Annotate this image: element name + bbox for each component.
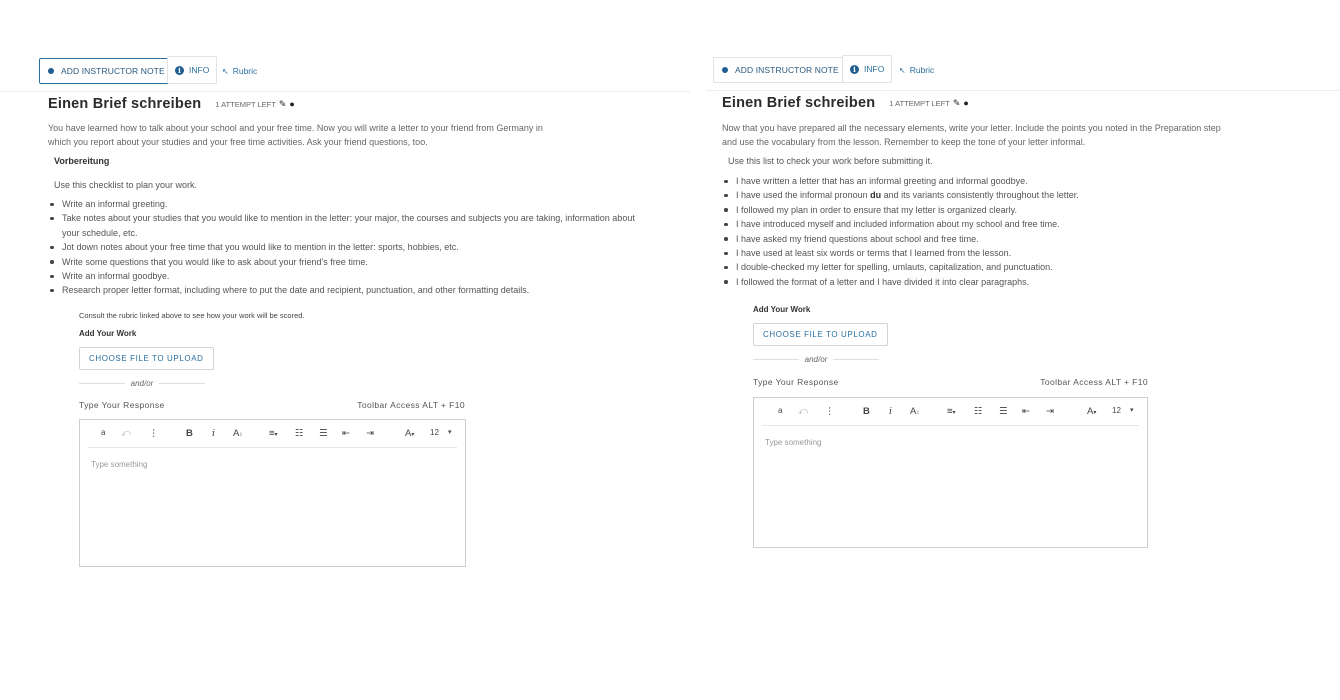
left-action-bar [0, 58, 690, 92]
info-label: INFO [189, 65, 210, 75]
response-label: Type Your Response [753, 377, 839, 387]
list-item-text: Take notes about your studies that you would like to mention in the letter: your major, the courses and subjects you are taking, information about [62, 213, 635, 224]
title-row [48, 96, 295, 112]
spellcheck-icon[interactable]: a [101, 428, 106, 437]
checklist-intro: Use this checklist to plan your work. [54, 180, 198, 190]
list-item [722, 188, 1322, 202]
font-color-icon[interactable]: A▾ [405, 428, 415, 439]
numbered-list-icon[interactable]: ☷ [974, 406, 983, 417]
list-item: I have introduced myself and included information about my school and free time. [722, 217, 1322, 231]
list-item: I double-checked my letter for spelling, umlauts, capitalization, and punctuation. [722, 260, 1322, 274]
info-button[interactable] [167, 56, 217, 84]
toolbar-hint: Toolbar Access ALT + F10 [1040, 377, 1148, 387]
rich-text-editor[interactable] [79, 419, 466, 567]
font-color-icon[interactable]: A▾ [1087, 406, 1097, 417]
page-title: Einen Brief schreiben [48, 96, 202, 112]
pencil-icon[interactable]: ✎ [952, 97, 961, 108]
description [722, 121, 1322, 149]
response-label: Type Your Response [79, 400, 165, 410]
add-instructor-note-label: ADD INSTRUCTOR NOTE [61, 66, 165, 76]
description-line: and use the vocabulary from the lesson. Remember to keep the tone of your letter informal. [722, 137, 1086, 147]
and-or-divider [753, 353, 879, 365]
list-item: Write an informal greeting. [48, 197, 688, 211]
apple-icon: ● [963, 98, 969, 108]
list-item: I have written a letter that has an informal greeting and informal goodbye. [722, 174, 1322, 188]
and-or-label: and/or [804, 354, 828, 364]
italic-icon[interactable]: i [889, 406, 893, 417]
rubric-link[interactable] [222, 58, 257, 84]
text-style-icon[interactable]: A↕ [910, 406, 920, 417]
list-item: Write an informal goodbye. [48, 269, 688, 283]
choose-file-button[interactable]: CHOOSE FILE TO UPLOAD [753, 323, 888, 346]
add-your-work-label: Add Your Work [79, 329, 137, 338]
list-item-text: I have used the informal pronoun [736, 190, 871, 201]
editor-toolbar [762, 398, 1139, 426]
checklist [722, 174, 1322, 289]
spellcheck-icon[interactable]: a [778, 406, 783, 415]
list-item: I have asked my friend questions about school and free time. [722, 232, 1322, 246]
list-item: Write some questions that you would like to ask about your friend’s free time. [48, 255, 688, 269]
editor-toolbar [88, 420, 457, 448]
page-title: Einen Brief schreiben [722, 95, 876, 111]
indent-icon[interactable]: ⇥ [366, 428, 374, 439]
rich-text-editor[interactable] [753, 397, 1148, 548]
note-dot-icon [48, 68, 54, 74]
text-style-icon[interactable]: A↕ [233, 428, 243, 439]
attempts-left: 1 ATTEMPT LEFT [215, 99, 276, 109]
arrow-up-left-icon: ↖ [899, 65, 906, 75]
add-your-work-label: Add Your Work [753, 305, 811, 314]
undo-icon[interactable]: ⤺ [121, 428, 132, 439]
list-item: Research proper letter format, including where to put the date and recipient, punctuation, and other formatting details. [48, 283, 688, 297]
description-line: You have learned how to talk about your school and your free time. Now you will write a letter to your friend from Germany in [48, 123, 543, 133]
pencil-icon[interactable]: ✎ [278, 98, 287, 109]
rubric-note: Consult the rubric linked above to see how your work will be scored. [79, 311, 305, 320]
toolbar-hint: Toolbar Access ALT + F10 [357, 400, 465, 410]
rubric-label: Rubric [909, 65, 935, 75]
undo-icon[interactable]: ⤺ [798, 406, 809, 417]
add-instructor-note-label: ADD INSTRUCTOR NOTE [735, 65, 839, 75]
info-icon: i [175, 66, 184, 75]
list-item-text: your schedule, etc. [62, 227, 138, 238]
list-item: Jot down notes about your free time that you would like to mention in the letter: sports, hobbies, etc. [48, 240, 688, 254]
list-item [48, 211, 688, 240]
italic-icon[interactable]: i [212, 428, 216, 439]
info-button[interactable] [842, 55, 892, 83]
and-or-label: and/or [130, 378, 154, 388]
more-options-icon[interactable]: ⋮ [825, 406, 835, 417]
list-item: I have used at least six words or terms that I learned from the lesson. [722, 246, 1322, 260]
description [48, 121, 668, 149]
font-size-value[interactable]: 12 [430, 428, 439, 437]
rubric-label: Rubric [232, 66, 258, 76]
attempts-left: 1 ATTEMPT LEFT [889, 98, 950, 108]
font-size-chevron-icon[interactable]: ▾ [448, 429, 452, 436]
list-item-text: and its variants consistently throughout the letter. [881, 190, 1079, 201]
numbered-list-icon[interactable]: ☷ [295, 428, 304, 439]
bold-icon[interactable]: B [863, 406, 870, 417]
editor-placeholder: Type something [91, 460, 148, 469]
note-dot-icon [722, 67, 728, 73]
bullet-list-icon[interactable]: ☰ [319, 428, 328, 439]
checklist [48, 197, 688, 298]
font-size-chevron-icon[interactable]: ▾ [1130, 407, 1134, 414]
editor-placeholder: Type something [765, 438, 822, 447]
add-instructor-note-button[interactable] [39, 58, 174, 84]
indent-icon[interactable]: ⇥ [1046, 406, 1054, 417]
section-title: Vorbereitung [54, 156, 110, 166]
font-size-value[interactable]: 12 [1112, 406, 1121, 415]
checklist-intro: Use this list to check your work before submitting it. [728, 156, 933, 166]
align-dropdown-icon[interactable]: ≡▾ [269, 428, 278, 439]
right-panel [706, 0, 1340, 700]
pronoun-du: du [870, 190, 882, 201]
add-instructor-note-button[interactable] [713, 57, 848, 83]
arrow-up-left-icon: ↖ [222, 66, 229, 76]
bold-icon[interactable]: B [186, 428, 193, 439]
right-action-bar [706, 57, 1340, 91]
choose-file-button[interactable]: CHOOSE FILE TO UPLOAD [79, 347, 214, 370]
outdent-icon[interactable]: ⇤ [342, 428, 350, 439]
rubric-link[interactable] [899, 57, 934, 83]
more-options-icon[interactable]: ⋮ [149, 428, 159, 439]
outdent-icon[interactable]: ⇤ [1022, 406, 1030, 417]
apple-icon: ● [289, 99, 295, 109]
and-or-divider [79, 377, 205, 389]
info-icon: i [850, 65, 859, 74]
description-line: Now that you have prepared all the necessary elements, write your letter. Include the points you noted in the Preparation step [722, 123, 1221, 133]
info-label: INFO [864, 64, 885, 74]
description-line: which you report about your studies and your free time activities. Ask your friend questions, too. [48, 137, 428, 147]
title-row [722, 95, 969, 111]
list-item: I followed the format of a letter and I have divided it into clear paragraphs. [722, 275, 1322, 289]
bullet-list-icon[interactable]: ☰ [999, 406, 1008, 417]
list-item: I followed my plan in order to ensure that my letter is organized clearly. [722, 203, 1322, 217]
align-dropdown-icon[interactable]: ≡▾ [947, 406, 956, 417]
